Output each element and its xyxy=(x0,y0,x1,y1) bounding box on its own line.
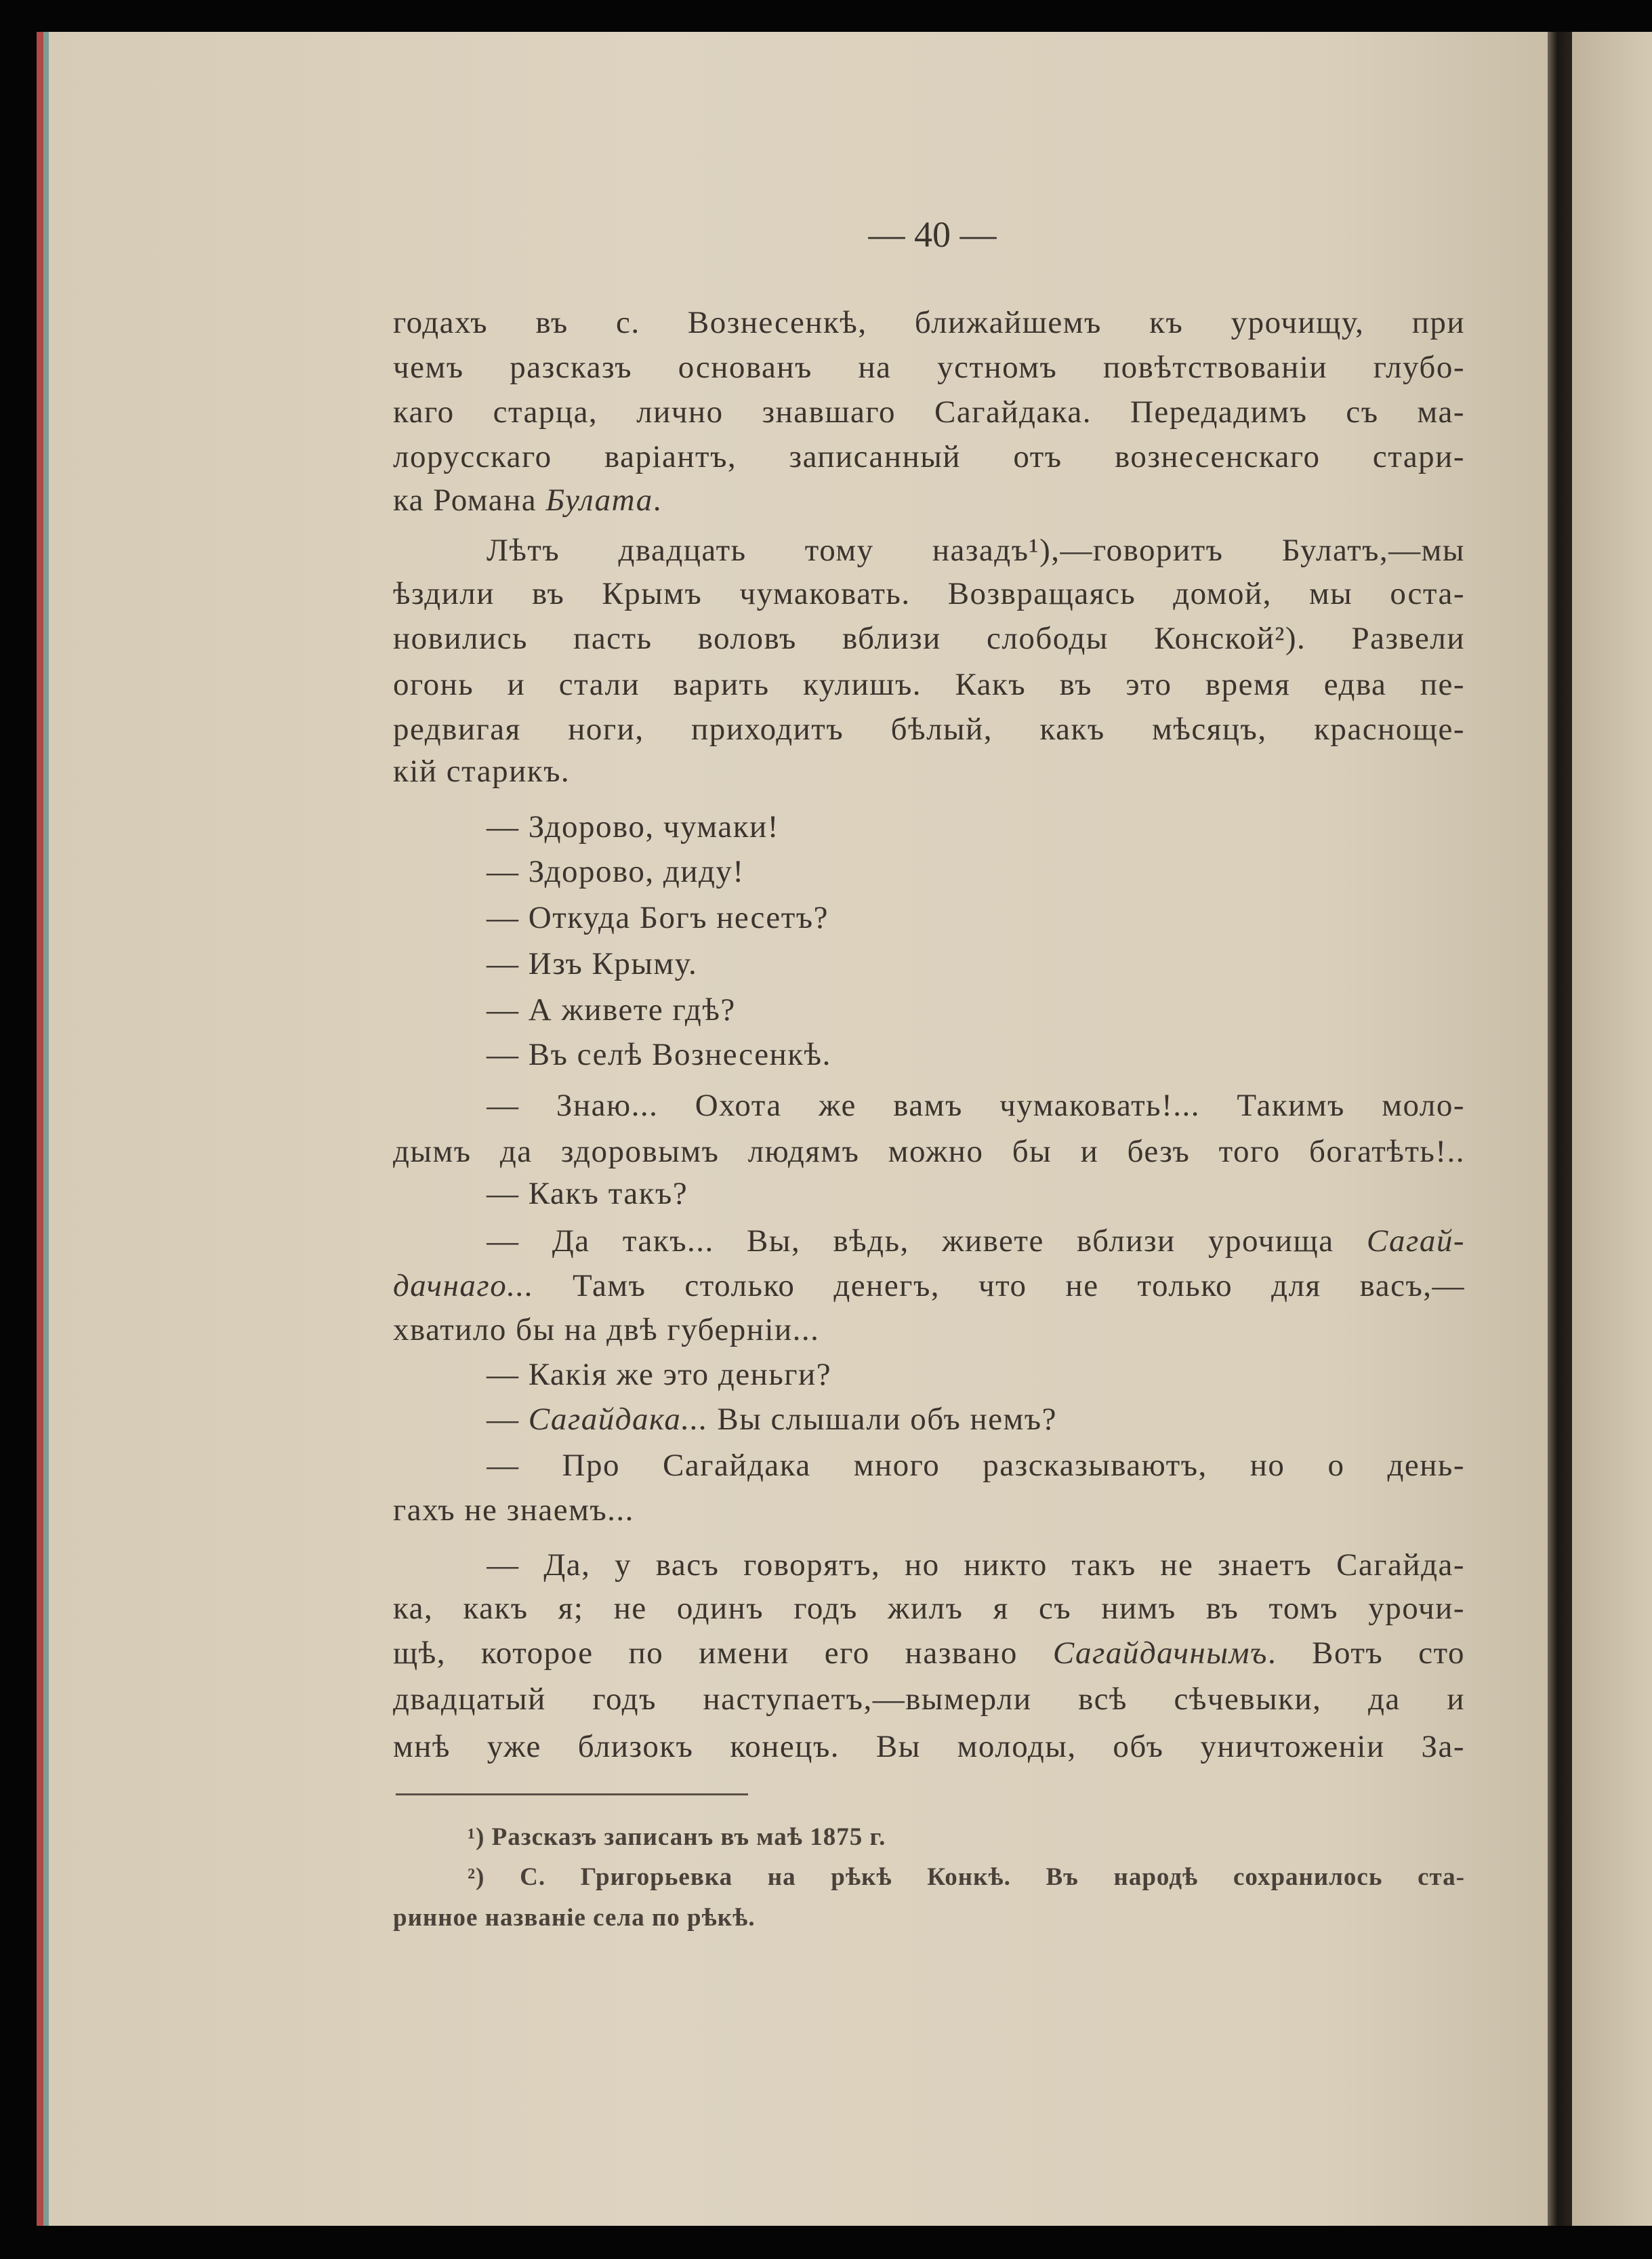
text-segment: ка, какъ я; не одинъ годъ жилъ я съ нимъ въ томъ урочи- xyxy=(393,1591,1465,1626)
text-segment: ²) С. Григорьевка на рѣкѣ Конкѣ. Въ народѣ сохранилось ста- xyxy=(468,1863,1465,1891)
text-line xyxy=(393,1679,1465,1719)
italic-text: Сагай- xyxy=(1366,1223,1465,1259)
text-line xyxy=(487,1221,1465,1261)
italic-text: Булата xyxy=(545,483,653,518)
text-line xyxy=(487,990,1465,1030)
text-segment: — Да, у васъ говорятъ, но никто такъ не знаетъ Сагайда- xyxy=(487,1547,1465,1583)
text-segment: новились пасть воловъ вблизи слободы Конской²). Развели xyxy=(393,621,1465,656)
text-segment: — Про Сагайдака много разсказываютъ, но о день- xyxy=(487,1448,1465,1483)
text-segment: ѣздили въ Крымъ чумаковать. Возвращаясь домой, мы оста- xyxy=(393,576,1465,611)
text-line xyxy=(487,1354,1465,1395)
italic-text: Сагайдака... xyxy=(528,1402,709,1437)
italic-text: дачнаго... xyxy=(393,1268,534,1303)
text-line xyxy=(393,1490,1465,1530)
footnote-separator xyxy=(396,1793,748,1795)
text-segment: щѣ, которое по имени его названо xyxy=(393,1635,1053,1671)
text-segment: — Какія же это деньги? xyxy=(487,1357,832,1392)
text-line xyxy=(487,807,1465,847)
footnote-line xyxy=(468,1857,1465,1898)
text-line xyxy=(393,664,1465,705)
text-segment: Лѣтъ двадцать тому назадъ¹),—говоритъ Булатъ,—мы xyxy=(487,533,1465,568)
text-segment: лорусскаго варіантъ, записанный отъ вознесенскаго стари- xyxy=(393,439,1465,474)
text-line xyxy=(393,1131,1465,1172)
text-line xyxy=(487,943,1465,984)
text-line xyxy=(393,1633,1465,1673)
text-segment: — Знаю... Охота же вамъ чумаковать!... Такимъ моло- xyxy=(487,1088,1465,1123)
text-segment: годахъ въ с. Вознесенкѣ, ближайшемъ къ урочищу, при xyxy=(393,305,1465,340)
text-segment: . xyxy=(653,483,662,518)
text-segment: кій старикъ. xyxy=(393,754,571,789)
text-line xyxy=(393,436,1465,477)
book-gutter xyxy=(1548,32,1572,2226)
text-segment: — Изъ Крыму. xyxy=(487,946,698,981)
text-line xyxy=(487,1034,1465,1075)
text-segment: — Откуда Богъ несетъ? xyxy=(487,900,829,935)
text-line xyxy=(393,618,1465,659)
text-line xyxy=(393,1588,1465,1629)
footnote-line xyxy=(468,1817,1465,1858)
text-segment: — Какъ такъ? xyxy=(487,1176,688,1211)
text-line xyxy=(487,1085,1465,1126)
text-line xyxy=(487,1399,1465,1440)
text-line xyxy=(393,302,1465,343)
text-line xyxy=(393,1726,1465,1767)
text-line xyxy=(393,751,1465,792)
text-segment: — xyxy=(487,1402,529,1437)
text-segment: — А живете гдѣ? xyxy=(487,992,736,1027)
text-line xyxy=(487,530,1465,571)
text-line xyxy=(487,897,1465,938)
text-segment: двадцатый годъ наступаетъ,—вымерли всѣ сѣчевыки, да и xyxy=(393,1682,1465,1717)
text-segment: Вы слышали объ немъ? xyxy=(708,1402,1057,1437)
text-line xyxy=(487,1545,1465,1585)
text-segment: редвигая ноги, приходитъ бѣлый, какъ мѣсяцъ, красноще- xyxy=(393,712,1465,747)
text-line xyxy=(393,480,1465,521)
binding-edge-red xyxy=(37,32,43,2226)
text-segment: мнѣ уже близокъ конецъ. Вы молоды, объ уничтоженіи За- xyxy=(393,1729,1465,1764)
text-segment: дымъ да здоровымъ людямъ можно бы и безъ того богатѣть!.. xyxy=(393,1134,1465,1169)
adjacent-page-edge xyxy=(1572,32,1652,2226)
text-line xyxy=(487,851,1465,892)
binding-edge-teal xyxy=(43,32,49,2226)
text-line xyxy=(393,347,1465,388)
footnote-line xyxy=(393,1898,1465,1938)
text-line xyxy=(393,1309,1465,1350)
text-segment: огонь и стали варить кулишъ. Какъ въ это время едва пе- xyxy=(393,667,1465,702)
text-segment: чемъ разсказъ основанъ на устномъ повѣтствованіи глубо- xyxy=(393,350,1465,385)
text-line xyxy=(393,1265,1465,1306)
text-segment: ка Романа xyxy=(393,483,546,518)
text-line xyxy=(393,573,1465,614)
text-segment: — Въ селѣ Вознесенкѣ. xyxy=(487,1037,831,1072)
text-segment: хватило бы на двѣ губерніи... xyxy=(393,1312,820,1347)
text-segment: каго старца, лично знавшаго Сагайдака. Передадимъ съ ма- xyxy=(393,394,1465,430)
text-segment: — Здорово, диду! xyxy=(487,854,745,889)
italic-text: Сагайдачнымъ xyxy=(1052,1635,1268,1671)
text-segment: — Здорово, чумаки! xyxy=(487,809,779,844)
text-segment: гахъ не знаемъ... xyxy=(393,1492,634,1528)
text-segment: ¹) Разсказъ записанъ въ маѣ 1875 г. xyxy=(468,1823,886,1851)
text-line xyxy=(393,392,1465,432)
text-segment: Тамъ столько денегъ, что не только для васъ,— xyxy=(533,1268,1465,1303)
text-line xyxy=(393,709,1465,750)
text-segment: ринное названіе села по рѣкѣ. xyxy=(393,1904,756,1932)
page-number: — 40 — xyxy=(868,214,997,255)
text-segment: — Да такъ... Вы, вѣдь, живете вблизи урочища xyxy=(487,1223,1367,1259)
text-segment: . Вотъ сто xyxy=(1267,1635,1465,1671)
text-line xyxy=(487,1445,1465,1486)
text-line xyxy=(487,1173,1465,1214)
